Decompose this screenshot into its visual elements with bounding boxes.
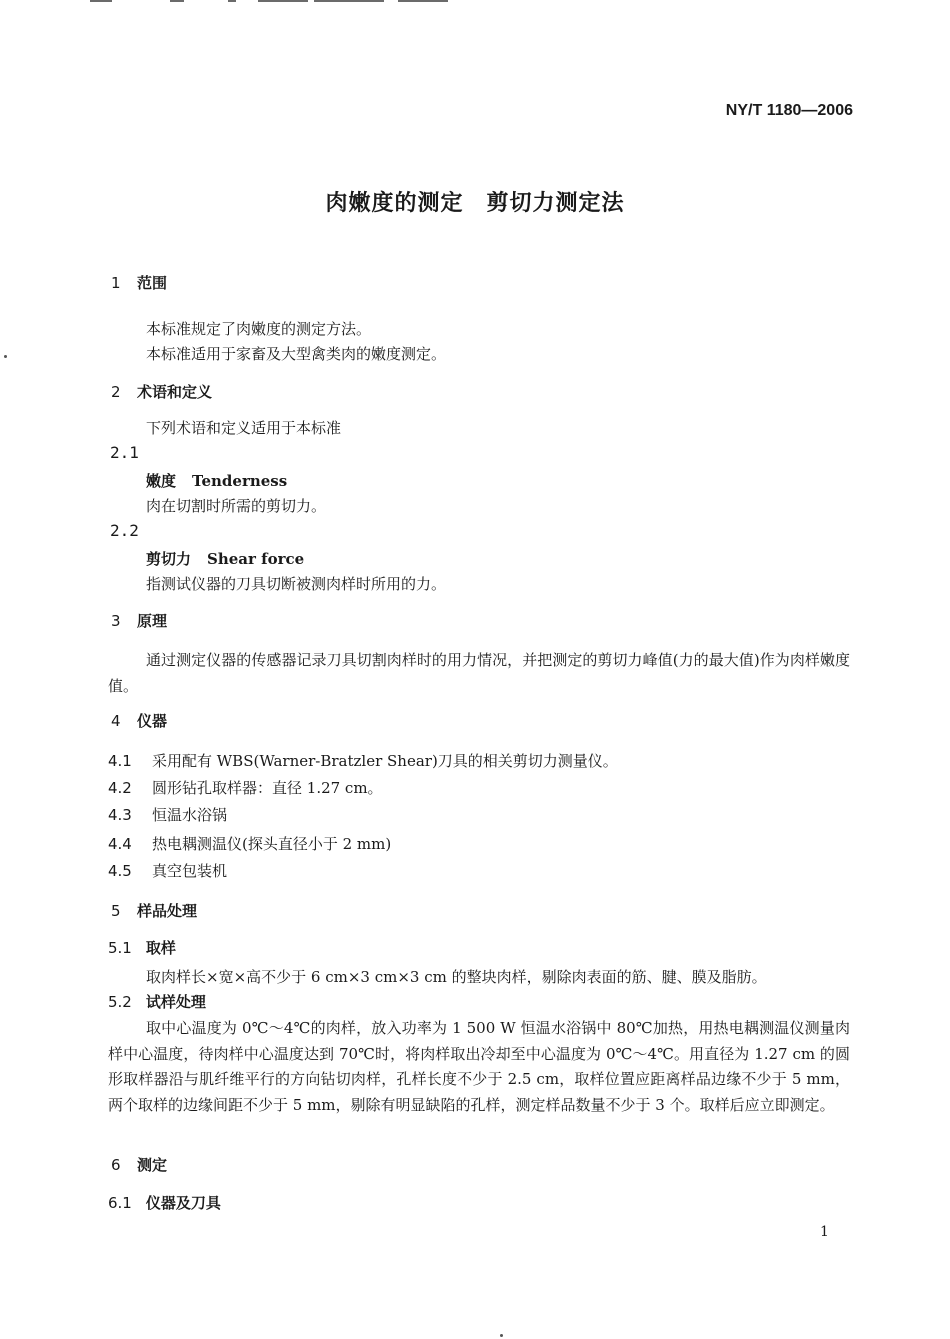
principle-paragraph: 通过测定仪器的传感器记录刀具切割肉样时的用力情况，并把测定的剪切力峰值(力的最大值)作为肉样嫩度值。 bbox=[108, 651, 850, 695]
subsection-heading-5-1 bbox=[108, 937, 176, 958]
item-text: 热电耦测温仪(探头直径小于 2 mm) bbox=[152, 835, 392, 853]
section-heading-1 bbox=[111, 272, 167, 293]
subsection-number: 6.1 bbox=[108, 1194, 132, 1212]
item-text: 圆形钻孔取样器：直径 1.27 cm。 bbox=[152, 779, 383, 797]
section-number: 1 bbox=[111, 274, 121, 292]
section-heading-3 bbox=[111, 610, 167, 631]
term-definition-shear-force: 指测试仪器的刀具切断被测肉样时所用的力。 bbox=[146, 575, 447, 593]
term-shear-force bbox=[146, 548, 304, 569]
subsection-number: 5.1 bbox=[108, 939, 132, 957]
subsection-title: 试样处理 bbox=[145, 993, 206, 1011]
item-text: 采用配有 WBS(Warner-Bratzler Shear)刀具的相关剪切力测量仪。 bbox=[152, 752, 618, 770]
document-title: 肉嫩度的测定 剪切力测定法 bbox=[325, 191, 625, 216]
sample-processing-paragraph: 取中心温度为 0℃～4℃的肉样，放入功率为 1 500 W 恒温水浴锅中 80℃加热，用热电耦测温仪测量肉样中心温度，待肉样中心温度达到 70℃时，将肉样取出冷却至中心温度为 0℃～4℃。用直径为 1.27 cm 的圆形取样器沿与肌纤维平行的方向钻切肉样，孔样长度不少于 2.5 cm，取样位置应距离样品边缘不少于 5 mm，两个取样的边缘间距不少于 5 mm，剔除有明显缺陷的孔样，测定样品数量不少于 3 个。取样后应立即测定。 bbox=[108, 1019, 850, 1114]
instrument-item bbox=[108, 777, 383, 798]
item-text: 真空包装机 bbox=[152, 862, 228, 880]
term-cn: 嫩度 bbox=[146, 472, 177, 490]
section-heading-4 bbox=[111, 710, 167, 731]
sampling-text: 取肉样长×宽×高不少于 6 cm×3 cm×3 cm 的整块肉样，剔除肉表面的筋、腱、膜及脂肪。 bbox=[146, 968, 767, 986]
term-number-2-1: 2.1 bbox=[110, 443, 139, 462]
item-number: 4.3 bbox=[108, 806, 132, 824]
instrument-item bbox=[108, 804, 227, 825]
subsection-title: 取样 bbox=[145, 939, 176, 957]
page-number: 1 bbox=[820, 1224, 829, 1240]
section-number: 5 bbox=[111, 902, 121, 920]
section-title: 术语和定义 bbox=[137, 383, 213, 401]
section-heading-6 bbox=[111, 1154, 167, 1175]
section-number: 4 bbox=[111, 712, 121, 730]
scope-line-1: 本标准规定了肉嫩度的测定方法。 bbox=[146, 320, 372, 338]
subsection-heading-5-2 bbox=[108, 991, 206, 1012]
item-number: 4.2 bbox=[108, 779, 132, 797]
section-number: 3 bbox=[111, 612, 121, 630]
subsection-title: 仪器及刀具 bbox=[145, 1194, 221, 1212]
section-heading-5 bbox=[111, 900, 197, 921]
term-number-2-2: 2.2 bbox=[110, 521, 139, 540]
term-definition-tenderness: 肉在切割时所需的剪切力。 bbox=[146, 497, 327, 515]
subsection-number: 5.2 bbox=[108, 993, 132, 1011]
section-title: 仪器 bbox=[137, 712, 168, 730]
scan-speck bbox=[4, 355, 7, 358]
section-number: 2 bbox=[111, 383, 121, 401]
subsection-heading-6-1 bbox=[108, 1192, 221, 1213]
item-text: 恒温水浴锅 bbox=[152, 806, 228, 824]
terms-intro: 下列术语和定义适用于本标准 bbox=[146, 419, 342, 437]
instrument-item bbox=[108, 833, 391, 854]
section-heading-2 bbox=[111, 381, 212, 402]
term-en: Shear force bbox=[207, 550, 305, 568]
item-number: 4.5 bbox=[108, 862, 132, 880]
item-number: 4.1 bbox=[108, 752, 132, 770]
section-title: 样品处理 bbox=[137, 902, 198, 920]
instrument-item bbox=[108, 750, 618, 771]
term-en: Tenderness bbox=[192, 472, 288, 490]
scan-speck bbox=[500, 1334, 503, 1337]
scope-line-2: 本标准适用于家畜及大型禽类肉的嫩度测定。 bbox=[146, 345, 447, 363]
section-title: 测定 bbox=[137, 1156, 168, 1174]
section-title: 原理 bbox=[137, 612, 168, 630]
item-number: 4.4 bbox=[108, 835, 132, 853]
term-cn: 剪切力 bbox=[146, 550, 192, 568]
section-number: 6 bbox=[111, 1156, 121, 1174]
section-title: 范围 bbox=[137, 274, 168, 292]
term-tenderness bbox=[146, 470, 287, 491]
instrument-item bbox=[108, 860, 227, 881]
standard-code: NY/T 1180—2006 bbox=[725, 102, 853, 119]
